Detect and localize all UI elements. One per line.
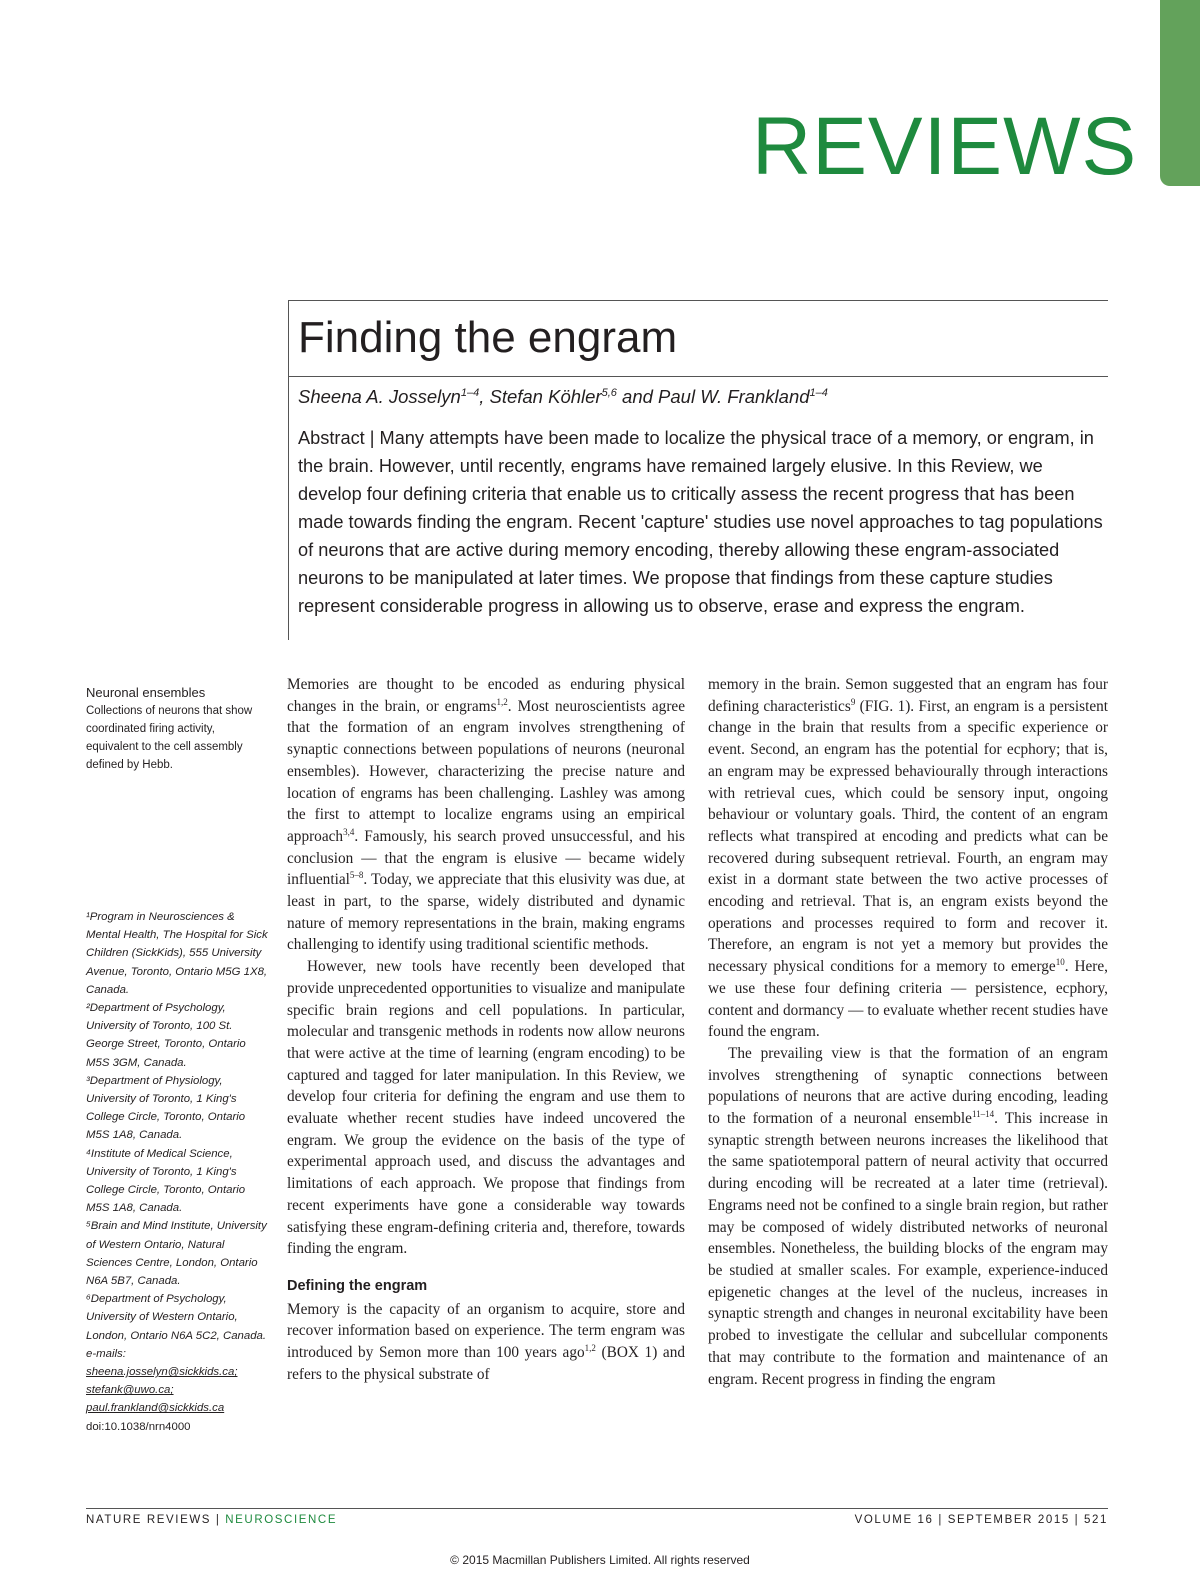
glossary-definition: Collections of neurons that show coordinated firing activity, equivalent to the cell assembly defined by Hebb.	[86, 705, 253, 771]
citation-ref[interactable]: 11–14	[971, 1108, 995, 1119]
title-top-rule	[288, 300, 1108, 301]
journal-name: NATURE REVIEWS |	[86, 1514, 226, 1526]
body-paragraph	[708, 674, 1108, 1043]
affiliation: ³Department of Physiology, University of Toronto, 1 King's College Circle, Toronto, Ontario M5S 1A8, Canada.	[86, 1074, 246, 1142]
body-text: (BOX 1) and refers to the physical substrate of	[287, 1344, 685, 1383]
author-name: Stefan Köhler	[489, 386, 602, 407]
body-column-right	[708, 674, 1108, 1390]
body-text: memory in the brain. Semon suggested that an engram has four defining characteristics	[708, 676, 1108, 715]
affiliation: ¹Program in Neurosciences & Mental Health, The Hospital for Sick Children (SickKids), 555 University Avenue, Toronto, Ontario M5G 1X8, Canada.	[86, 911, 268, 996]
affiliation: ⁶Department of Psychology, University of Western Ontario, London, Ontario N6A 5C2, Canada.	[86, 1293, 267, 1342]
citation-ref[interactable]: 10	[1055, 957, 1065, 968]
body-text: . This increase in synaptic strength between neurons increases the likelihood that the same spatiotemporal pattern of neural activity that occurred during encoding will be recreated at a later time (retrieval). Engrams need not be confined to a single brain region, but rather may be composed of widely distributed networks of neuronal ensembles. Nonetheless, the building blocks of the engram may be studied at smaller scales. For example, experience-induced epigenetic changes at the level of the nucleus, increases in synaptic strength and changes in neuronal excitability have been probed to investigate the cellular and subcellular components that may contribute to the formation and maintenance of an engram. Recent progress in finding the engram	[708, 1110, 1109, 1388]
citation-ref[interactable]: 9	[850, 696, 856, 707]
journal-section: NEUROSCIENCE	[225, 1514, 338, 1526]
contact-emails	[86, 1345, 268, 1418]
reviews-banner: REVIEWS	[752, 101, 1138, 192]
abstract-label: Abstract |	[298, 428, 380, 448]
body-text: . Famously, his search proved unsuccessful, and his conclusion — that the engram is elusive — became widely influential	[287, 827, 685, 889]
citation-ref[interactable]: 3,4	[343, 826, 355, 837]
body-text: Memory is the capacity of an organism to acquire, store and recover information based on experience. The term engram was introduced by Semon more than 100 years ago	[287, 1300, 685, 1362]
article-title: Finding the engram	[298, 313, 678, 362]
author-separator: ,	[479, 386, 490, 407]
body-text: . Today, we appreciate that this elusivity was due, at least in part, to the sparse, widely distributed and dynamic nature of memory representations in the brain, making engrams challenging to identify using traditional scientific methods.	[287, 871, 685, 954]
footer-journal	[86, 1514, 337, 1526]
body-text: Memories are thought to be encoded as enduring physical changes in the brain, or engrams	[287, 676, 685, 715]
author-separator: and	[616, 386, 659, 407]
title-bottom-rule	[288, 376, 1108, 377]
body-text: . Most neuroscientists agree that the formation of an engram involves strengthening of synaptic connections between populations of neurons (neuronal ensembles). However, characterizing the precise nature and location of engrams has been challenging. Lashley was among the first to attempt to localize engrams using an empirical approach	[287, 697, 685, 845]
doi: doi:10.1038/nrn4000	[86, 1420, 191, 1433]
author-affiliation-ref: 1–4	[460, 386, 480, 399]
footer-issue: VOLUME 16 | SEPTEMBER 2015 | 521	[854, 1514, 1108, 1526]
body-text: The prevailing view is that the formation of an engram involves strengthening of synaptic connections between populations of neurons that are active during encoding, leading to the formation of a neuronal ensemble	[708, 1044, 1108, 1128]
author-affiliation-ref: 1–4	[809, 386, 828, 399]
body-paragraph	[287, 1299, 685, 1386]
author-name: Paul W. Frankland	[658, 386, 810, 407]
citation-ref[interactable]: 1,2	[496, 696, 508, 707]
author-list	[298, 386, 828, 408]
glossary-term: Neuronal ensembles	[86, 685, 206, 700]
abstract-text: Many attempts have been made to localize the physical trace of a memory, or engram, in the brain. However, until recently, engrams have remained largely elusive. In this Review, we develop four defining criteria that enable us to critically assess the recent progress that has been made towards finding the engram. Recent 'capture' studies use novel approaches to tag populations of neurons that are active during memory encoding, thereby allowing these engram-associated neurons to be manipulated at later times. We propose that findings from these capture studies represent considerable progress in allowing us to observe, erase and express the engram.	[298, 428, 1103, 616]
copyright-notice: © 2015 Macmillan Publishers Limited. All rights reserved	[450, 1553, 750, 1567]
body-text: (FIG. 1). First, an engram is a persistent change in the brain that results from a specific experience or event. Second, an engram has the potential for ecphory; that is, an engram may be expressed behaviourally through interactions with retrieval cues, which could be sensory input, ongoing behaviour or voluntary goals. Third, the content of an engram reflects what transpired at encoding and predicts what can be recovered during subsequent retrieval. Fourth, an engram may exist in a dormant state between the two active processes of encoding and retrieval. That is, an engram exists beyond the operations and processes required to form and recover it. Therefore, an engram is not yet a memory but provides the necessary physical conditions for a memory to emerge	[708, 697, 1109, 976]
citation-ref[interactable]: 5–8	[349, 870, 364, 881]
affiliations	[86, 908, 268, 1436]
body-paragraph: However, new tools have recently been developed that provide unprecedented opportunities to visualize and manipulate specific brain regions and cell populations. In particular, molecular and transgenic methods in rodents now allow neurons that were active at the time of learning (engram encoding) to be captured and tagged for later manipulation. In this Review, we develop four criteria for defining the engram and use them to evaluate whether recent studies have indeed uncovered the engram. We group the evidence on the basis of the type of experimental approach used, and discuss the advantages and limitations of each approach. We propose that findings from recent experiments have gone a considerable way towards satisfying these engram-defining criteria and, therefore, towards finding the engram.	[287, 958, 685, 1258]
section-color-tab	[1160, 0, 1200, 186]
affiliation: ⁵Brain and Mind Institute, University of Western Ontario, Natural Sciences Centre, London, Ontario N6A 5B7, Canada.	[86, 1220, 267, 1288]
affiliation: ²Department of Psychology, University of Toronto, 100 St. George Street, Toronto, Ontario M5S 3GM, Canada.	[86, 1002, 246, 1069]
email-links[interactable]: sheena.josselyn@sickkids.ca; stefank@uwo.ca; paul.frankland@sickkids.ca	[86, 1366, 238, 1415]
abstract	[298, 424, 1104, 620]
body-paragraph	[708, 1043, 1108, 1390]
author-name: Sheena A. Josselyn	[298, 386, 461, 407]
title-left-rule	[288, 300, 289, 640]
body-column-left	[287, 674, 685, 1386]
citation-ref[interactable]: 1,2	[584, 1343, 596, 1353]
body-paragraph	[287, 674, 685, 956]
emails-label: e-mails:	[86, 1347, 126, 1360]
body-text: . Here, we use these four defining criteria — persistence, ecphory, content and dormancy — to evaluate whether recent studies have found the engram.	[708, 958, 1108, 1041]
footer-rule	[86, 1508, 1108, 1509]
affiliation: ⁴Institute of Medical Science, University of Toronto, 1 King's College Circle, Toronto, Ontario M5S 1A8, Canada.	[86, 1147, 246, 1215]
section-heading: Defining the engram	[287, 1277, 428, 1294]
author-affiliation-ref: 5,6	[601, 386, 617, 399]
glossary-box	[86, 684, 266, 774]
